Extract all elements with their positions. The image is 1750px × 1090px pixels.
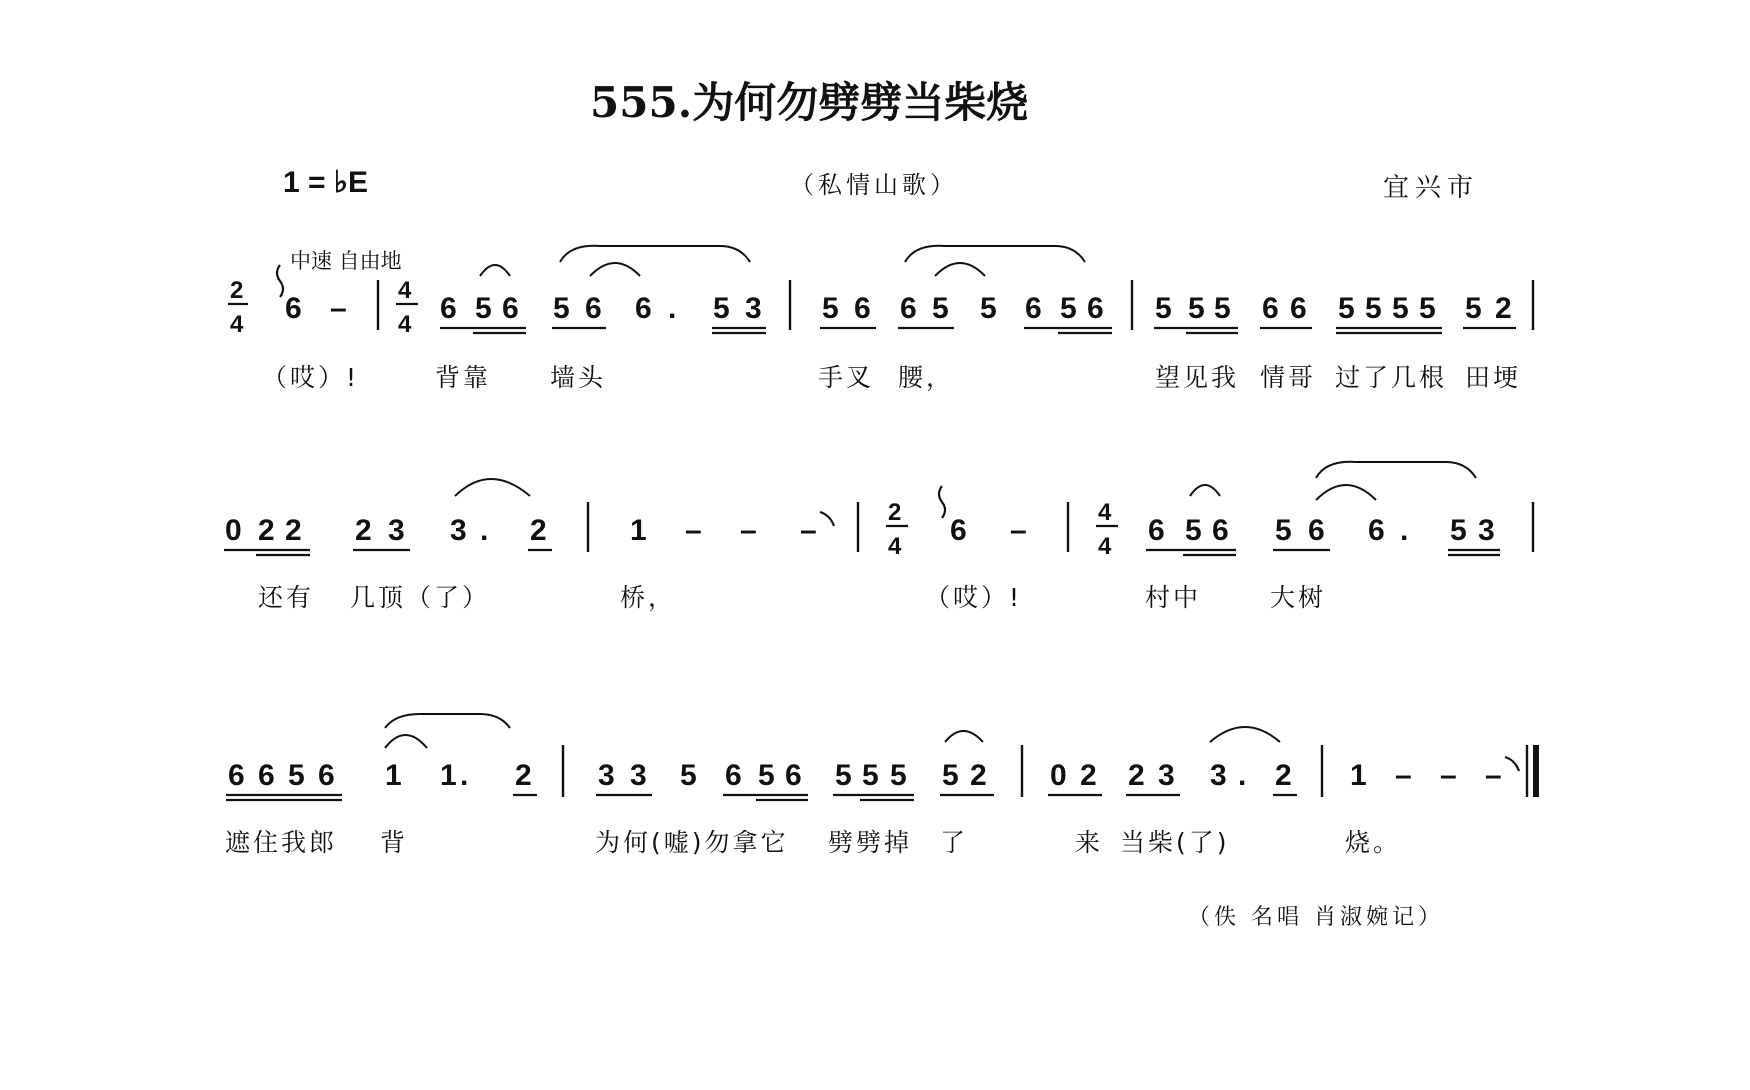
lyric-3-8: 烧。: [1345, 828, 1402, 857]
svg-text:2: 2: [355, 514, 372, 547]
svg-text:4: 4: [888, 533, 902, 560]
song-title: 555.为何勿劈劈当柴烧: [590, 78, 1029, 127]
svg-text:5: 5: [822, 292, 839, 325]
svg-text:5: 5: [475, 292, 492, 325]
lyric-3-4: 劈劈掉: [828, 828, 913, 857]
lyric-1-2: 背靠: [435, 363, 492, 392]
svg-text:2: 2: [258, 514, 275, 547]
svg-text:1: 1: [1350, 759, 1367, 792]
svg-text:5: 5: [932, 292, 949, 325]
svg-text:–: –: [1485, 759, 1502, 792]
svg-text:2: 2: [515, 759, 532, 792]
lyric-1-9: 田埂: [1465, 363, 1522, 392]
svg-text:5: 5: [1450, 514, 1467, 547]
lyric-1-1: （哎）!: [262, 363, 360, 392]
svg-text:3: 3: [1158, 759, 1175, 792]
svg-text:–: –: [330, 292, 347, 325]
line-3-notation: [226, 714, 1536, 800]
svg-text:5: 5: [553, 292, 570, 325]
lyric-1-7: 情哥: [1260, 363, 1317, 392]
lyric-2-4: （哎）!: [925, 583, 1023, 612]
svg-text:5: 5: [1338, 292, 1355, 325]
svg-text:2: 2: [1080, 759, 1097, 792]
lyric-1-6: 望见我: [1155, 363, 1240, 392]
svg-text:6: 6: [1148, 514, 1165, 547]
svg-text:5: 5: [1365, 292, 1382, 325]
svg-text:–: –: [1440, 759, 1457, 792]
svg-text:6: 6: [635, 292, 652, 325]
key-signature: 1 = ♭E: [283, 166, 369, 199]
svg-text:6: 6: [854, 292, 871, 325]
lyric-2-2: 几顶（了）: [350, 583, 491, 612]
place-label: 宜兴市: [1383, 173, 1480, 203]
svg-text:6: 6: [1212, 514, 1229, 547]
tempo-marking: 中速 自由地: [290, 249, 402, 273]
svg-text:6: 6: [785, 759, 802, 792]
svg-text:4: 4: [1098, 533, 1112, 560]
svg-text:–: –: [800, 514, 817, 547]
lyric-2-5: 村中: [1145, 583, 1202, 612]
free-rhythm-mark: [277, 265, 283, 297]
svg-text:5: 5: [1214, 292, 1231, 325]
svg-text:5: 5: [942, 759, 959, 792]
svg-text:6: 6: [900, 292, 917, 325]
lyric-2-3: 桥，: [620, 583, 677, 612]
svg-text:6: 6: [502, 292, 519, 325]
lyric-1-8: 过了几根: [1335, 363, 1448, 392]
lyric-2-1: 还有: [258, 583, 315, 612]
svg-text:.: .: [668, 292, 677, 325]
svg-text:2: 2: [1495, 292, 1512, 325]
svg-text:–: –: [1395, 759, 1412, 792]
svg-text:6: 6: [1368, 514, 1385, 547]
svg-text:.: .: [1400, 514, 1409, 547]
lyric-3-2: 背: [380, 828, 409, 857]
svg-text:3: 3: [450, 514, 467, 547]
svg-text:1: 1: [440, 759, 457, 792]
svg-text:6: 6: [1087, 292, 1104, 325]
svg-text:6: 6: [440, 292, 457, 325]
svg-text:6: 6: [725, 759, 742, 792]
svg-text:.: .: [1238, 759, 1247, 792]
free-rhythm-mark-2: [939, 486, 945, 518]
svg-text:3: 3: [598, 759, 615, 792]
svg-text:2: 2: [285, 514, 302, 547]
genre-label: （私情山歌）: [790, 171, 958, 199]
svg-text:2: 2: [1275, 759, 1292, 792]
svg-text:0: 0: [1050, 759, 1067, 792]
svg-text:5: 5: [1392, 292, 1409, 325]
svg-text:5: 5: [1155, 292, 1172, 325]
svg-text:3: 3: [388, 514, 405, 547]
svg-text:–: –: [1010, 514, 1027, 547]
svg-text:5: 5: [835, 759, 852, 792]
line-2-notation: [224, 462, 1533, 560]
svg-text:.: .: [460, 759, 469, 792]
svg-text:2: 2: [530, 514, 547, 547]
svg-text:3: 3: [745, 292, 762, 325]
lyric-3-5: 了: [940, 828, 969, 857]
svg-text:5: 5: [713, 292, 730, 325]
credit-line: （佚 名唱 肖淑婉记）: [1188, 905, 1444, 930]
svg-text:5: 5: [1465, 292, 1482, 325]
svg-text:1: 1: [630, 514, 647, 547]
svg-text:5: 5: [1185, 514, 1202, 547]
lyric-3-3: 为何(嘘)勿拿它: [595, 828, 789, 857]
lyric-1-5: 腰，: [898, 363, 955, 392]
svg-text:5: 5: [758, 759, 775, 792]
svg-text:6: 6: [1262, 292, 1279, 325]
svg-text:5: 5: [1188, 292, 1205, 325]
breath-mark-2: [1505, 757, 1519, 771]
svg-text:5: 5: [890, 759, 907, 792]
svg-text:–: –: [740, 514, 757, 547]
svg-text:.: .: [480, 514, 489, 547]
time-sig-2-4-denominator: 4: [230, 311, 244, 338]
svg-text:6: 6: [228, 759, 245, 792]
lyric-3-6: 来: [1075, 828, 1104, 857]
svg-text:5: 5: [1419, 292, 1436, 325]
svg-text:–: –: [685, 514, 702, 547]
lyric-2-6: 大树: [1270, 583, 1327, 612]
svg-text:5: 5: [680, 759, 697, 792]
lyric-1-3: 墙头: [550, 363, 607, 392]
svg-text:6: 6: [1290, 292, 1307, 325]
svg-text:6: 6: [1308, 514, 1325, 547]
svg-text:5: 5: [288, 759, 305, 792]
svg-text:0: 0: [225, 514, 242, 547]
svg-text:3: 3: [630, 759, 647, 792]
svg-text:3: 3: [1210, 759, 1227, 792]
svg-text:6: 6: [285, 292, 302, 325]
line-1-notation: [228, 246, 1533, 338]
time-sig-2-4-numerator: 2: [230, 277, 244, 304]
svg-text:4: 4: [1098, 499, 1112, 526]
svg-text:1: 1: [385, 759, 402, 792]
lyric-3-7: 当柴(了): [1120, 828, 1230, 857]
svg-text:6: 6: [258, 759, 275, 792]
svg-text:2: 2: [888, 499, 902, 526]
lyric-1-4: 手叉: [818, 363, 875, 392]
svg-text:6: 6: [950, 514, 967, 547]
svg-text:5: 5: [1275, 514, 1292, 547]
svg-text:2: 2: [970, 759, 987, 792]
svg-text:2: 2: [1128, 759, 1145, 792]
svg-text:5: 5: [980, 292, 997, 325]
svg-text:5: 5: [1060, 292, 1077, 325]
time-sig-4-4-numerator: 4: [398, 277, 412, 304]
svg-text:6: 6: [585, 292, 602, 325]
breath-mark: [820, 512, 834, 526]
svg-text:6: 6: [1025, 292, 1042, 325]
svg-text:3: 3: [1478, 514, 1495, 547]
svg-text:5: 5: [862, 759, 879, 792]
lyric-3-1: 遮住我郎: [225, 828, 338, 857]
svg-text:6: 6: [318, 759, 335, 792]
time-sig-4-4-denominator: 4: [398, 311, 412, 338]
